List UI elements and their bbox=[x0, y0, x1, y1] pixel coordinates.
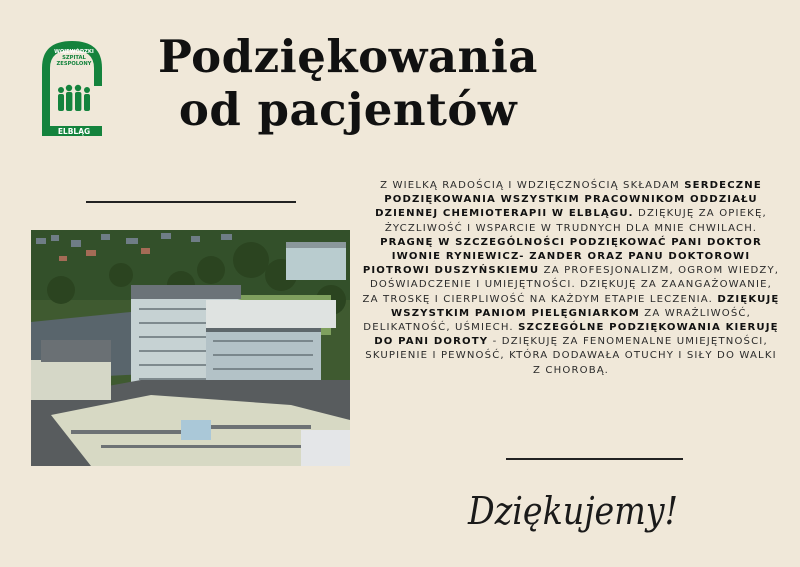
letter-text-segment: - DZIĘKUJĘ ZA FENOMENALNE UMIEJĘTNOŚCI, SKUPIENIE I PEWNOŚĆ, KTÓRA DODAWAŁA OTUCHY I SIŁY DO WALKI Z CHOROBĄ. bbox=[365, 336, 777, 376]
logo-text-line: WOJEWÓDZKI bbox=[54, 49, 94, 55]
logo-city: ELBLĄG bbox=[57, 127, 91, 136]
logo-text-line: SZPITAL bbox=[62, 55, 86, 61]
signature-text: Dziękujemy! bbox=[467, 489, 678, 533]
signature-line bbox=[506, 458, 683, 460]
letter-text-segment: Z WIELKĄ RADOŚCIĄ I WDZIĘCZNOŚCIĄ SKŁADAM bbox=[380, 180, 685, 191]
signature-dziekujemy bbox=[462, 466, 702, 546]
thank-you-letter bbox=[360, 179, 782, 378]
letter-bold-segment: SZCZEGÓLNE PODZIĘKOWANIA KIERUJĘ DO PANI DOROTY bbox=[374, 322, 779, 348]
hospital-logo bbox=[38, 38, 106, 140]
page-title bbox=[138, 30, 558, 136]
letter-bold-segment: DZIĘKUJĘ WSZYSTKIM PANIOM PIELĘGNIARKOM bbox=[391, 293, 780, 319]
letter-text-segment: ZA PROFESJONALIZM, OGROM WIEDZY, DOŚWIADCZENIE I UMIEJĘTNOŚCI. DZIĘKUJĘ ZA ZAANGAŻOWANIE, ZA TROSKĘ I CIERPLIWOŚĆ NA KAŻDYM ETAPIE LECZENIA. bbox=[362, 265, 780, 305]
family-figures-icon bbox=[58, 85, 90, 111]
letter-bold-segment: SERDECZNE PODZIĘKOWANIA WSZYSTKIM PRACOWNIKOM ODDZIAŁU DZIENNEJ CHEMIOTERAPII W ELBLĄGU. bbox=[375, 180, 762, 220]
letter-text-segment: ZA WRAŻLIWOŚĆ, DELIKATNOŚĆ, UŚMIECH. bbox=[363, 307, 751, 334]
logo-text-line: ZESPOLONY bbox=[56, 61, 92, 67]
hospital-photo bbox=[31, 230, 350, 466]
title-line-1: Podziękowania bbox=[158, 30, 538, 83]
title-line-2: od pacjentów bbox=[178, 83, 518, 136]
letter-bold-segment: PRAGNĘ W SZCZEGÓLNOŚCI PODZIĘKOWAĆ PANI DOKTOR IWONIE RYNIEWICZ- ZANDER ORAZ PANU DOKTOROWI PIOTROWI DUSZYŃSKIEMU bbox=[362, 236, 762, 277]
divider-line bbox=[86, 201, 296, 203]
letter-text-segment: DZIĘKUJĘ ZA OPIEKĘ, ŻYCZLIWOŚĆ I WSPARCIE W TRUDNYCH DLA MNIE CHWILACH. bbox=[384, 208, 767, 234]
